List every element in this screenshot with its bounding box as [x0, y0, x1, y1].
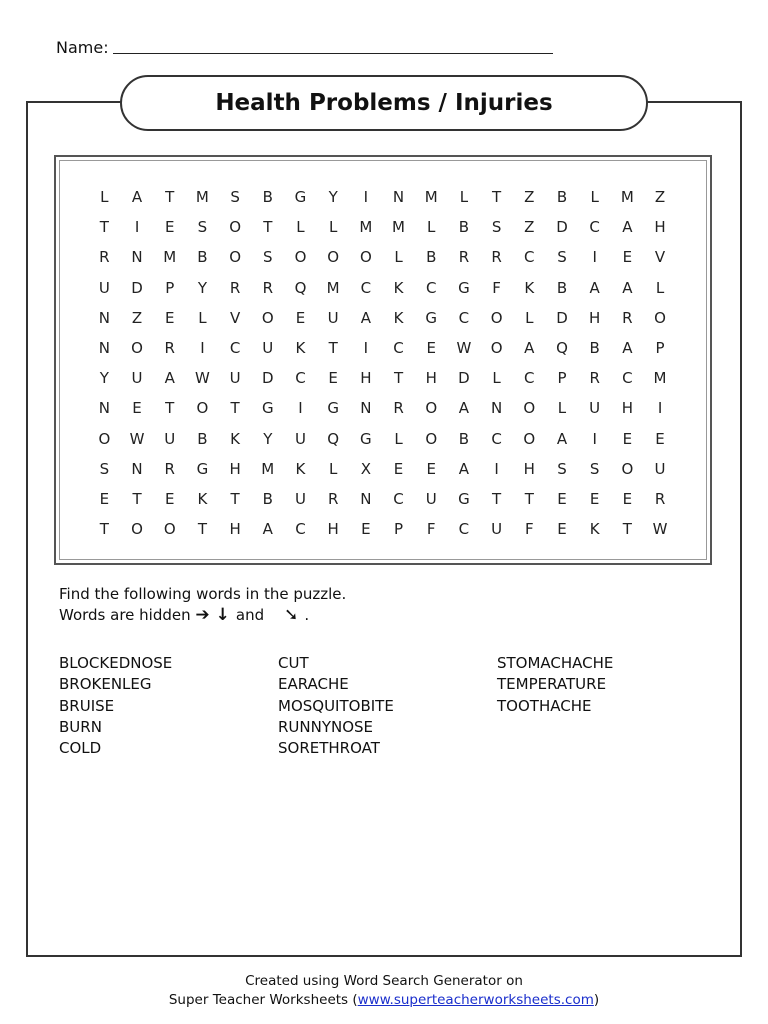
- grid-letter: S: [589, 459, 600, 478]
- grid-letter: N: [392, 188, 405, 206]
- grid-letter: S: [557, 248, 567, 267]
- grid-letter: N: [98, 338, 110, 357]
- grid-letter: E: [295, 308, 306, 327]
- grid-letter: R: [164, 459, 175, 478]
- grid-letter: H: [589, 308, 601, 327]
- grid-letter: E: [99, 489, 110, 508]
- grid-letter: B: [262, 489, 273, 508]
- grid-letter: G: [458, 278, 470, 297]
- grid-letter: K: [197, 489, 208, 508]
- grid-letter: L: [492, 369, 501, 388]
- grid-letter: O: [523, 429, 536, 448]
- grid-letter: A: [458, 399, 470, 418]
- grid-letter: E: [361, 520, 371, 539]
- grid-letter: B: [556, 278, 568, 297]
- grid-letter: G: [458, 489, 470, 508]
- name-label: Name:: [56, 38, 109, 57]
- grid-letter: S: [99, 459, 110, 478]
- grid-letter: T: [622, 520, 632, 539]
- grid-letter: N: [490, 399, 503, 418]
- grid-letter: L: [394, 248, 403, 267]
- instructions-line-2: [59, 605, 346, 626]
- grid-letter: U: [654, 459, 666, 478]
- grid-letter: R: [622, 308, 633, 327]
- grid-letter: K: [393, 308, 404, 327]
- grid-letter: O: [490, 308, 503, 327]
- grid-letter: U: [589, 399, 601, 418]
- grid-letter: G: [196, 459, 209, 478]
- grid-letter: C: [393, 489, 404, 508]
- grid-letter: O: [261, 308, 274, 327]
- grid-letter: R: [164, 338, 175, 357]
- grid-letter: T: [492, 489, 502, 508]
- grid-letter: C: [491, 429, 502, 448]
- grid-letter: M: [261, 459, 275, 478]
- grid-letter: M: [653, 369, 667, 388]
- grid-letter: M: [163, 248, 177, 267]
- grid-letter: Q: [327, 429, 340, 448]
- grid-letter: I: [592, 429, 597, 448]
- grid-letter: A: [262, 520, 273, 539]
- grid-letter: C: [295, 520, 306, 539]
- grid-letter: A: [131, 188, 143, 206]
- grid-letter: C: [622, 369, 633, 388]
- footer-suffix: ): [593, 992, 600, 1008]
- grid-letter: K: [589, 520, 600, 539]
- title-text: Health Problems / Injuries: [215, 90, 553, 116]
- grid-letter: R: [458, 248, 470, 267]
- grid-letter: C: [458, 520, 470, 539]
- grid-letter: I: [363, 338, 369, 357]
- grid-letter: A: [622, 278, 633, 297]
- grid-letter: L: [525, 308, 534, 327]
- grid-letter: P: [394, 520, 404, 539]
- footer-line-2: [0, 991, 768, 1010]
- grid-letter: H: [621, 399, 633, 418]
- grid-letter: L: [198, 308, 207, 327]
- grid-letter: E: [589, 489, 600, 508]
- grid-letter: C: [229, 338, 241, 357]
- grid-letter: A: [622, 218, 633, 237]
- grid-letter: F: [426, 520, 436, 539]
- grid-letter: R: [262, 278, 273, 297]
- instructions-hidden-text: Words are hidden: [59, 606, 191, 624]
- grid-letter: N: [360, 489, 372, 508]
- grid-letter: I: [298, 399, 303, 418]
- grid-letter: W: [456, 338, 472, 357]
- grid-letter: W: [194, 369, 210, 388]
- word-item: MOSQUITOBITE: [278, 696, 394, 715]
- grid-letter: A: [458, 459, 470, 478]
- grid-letter: E: [622, 489, 633, 508]
- grid-letter: O: [327, 248, 340, 267]
- grid-letter: G: [425, 308, 438, 327]
- grid-letter: I: [494, 459, 499, 478]
- grid-letter: Z: [654, 188, 666, 206]
- grid-letter: O: [425, 429, 438, 448]
- grid-letter: M: [359, 218, 373, 237]
- grid-letter: C: [295, 369, 306, 388]
- grid-letter: O: [425, 399, 438, 418]
- grid-letter: E: [426, 338, 436, 357]
- grid-letter: O: [131, 338, 143, 357]
- grid-letter: C: [589, 218, 600, 237]
- grid-letter: D: [556, 308, 568, 327]
- grid-letter: K: [295, 338, 306, 357]
- footer-link[interactable]: www.superteacherworksheets.com: [357, 992, 594, 1008]
- grid-letter: E: [164, 489, 175, 508]
- grid-letter: D: [262, 369, 274, 388]
- grid-letter: E: [557, 489, 567, 508]
- grid-letter: A: [524, 338, 535, 357]
- grid-letter: F: [524, 520, 534, 539]
- worksheet-title: [120, 75, 648, 131]
- grid-letter: O: [523, 399, 536, 418]
- grid-letter: E: [622, 248, 633, 267]
- grid-letter: Z: [524, 218, 535, 237]
- grid-letter: O: [98, 429, 111, 448]
- grid-letter: H: [523, 459, 535, 478]
- grid-letter: L: [296, 218, 305, 237]
- grid-letter: B: [458, 429, 470, 448]
- grid-letter: U: [131, 369, 143, 388]
- arrow-diagonal-icon: ➘: [284, 605, 299, 625]
- footer-prefix: Super Teacher Worksheets (: [168, 992, 358, 1008]
- grid-letter: Y: [263, 429, 273, 448]
- grid-letter: U: [327, 308, 339, 327]
- grid-letter: S: [197, 218, 208, 237]
- grid-letter: O: [654, 308, 666, 327]
- footer: [0, 972, 768, 1010]
- grid-letter: E: [426, 459, 436, 478]
- grid-letter: U: [229, 369, 241, 388]
- grid-letter: E: [393, 459, 404, 478]
- grid-letter: Q: [294, 278, 307, 297]
- grid-letter: G: [294, 188, 307, 206]
- grid-letter: D: [458, 369, 470, 388]
- grid-letter: O: [294, 248, 307, 267]
- word-item: TOOTHACHE: [497, 696, 592, 715]
- grid-letter: O: [359, 248, 372, 267]
- grid-letter: C: [458, 308, 470, 327]
- grid-letter: E: [164, 218, 175, 237]
- grid-letter: X: [360, 459, 371, 478]
- grid-letter: T: [165, 188, 175, 206]
- grid-letter: F: [492, 278, 501, 297]
- grid-letter: B: [426, 248, 437, 267]
- grid-letter: G: [360, 429, 372, 448]
- grid-letter: R: [491, 248, 502, 267]
- grid-letter: I: [134, 218, 140, 237]
- grid-letter: V: [654, 248, 666, 267]
- grid-letter: R: [393, 399, 404, 418]
- grid-letter: A: [556, 429, 568, 448]
- grid-letter: T: [393, 369, 404, 388]
- grid-letter: O: [621, 459, 634, 478]
- grid-letter: S: [230, 188, 240, 206]
- grid-letter: Y: [99, 369, 109, 388]
- word-column: [497, 653, 716, 759]
- grid-letter: O: [490, 338, 503, 357]
- grid-letter: N: [360, 399, 372, 418]
- grid-letter: B: [589, 338, 600, 357]
- grid-letter: O: [229, 218, 241, 237]
- grid-letter: T: [230, 489, 240, 508]
- grid-letter: U: [294, 489, 306, 508]
- word-item: BROKENLEG: [59, 675, 152, 694]
- word-item: COLD: [59, 739, 102, 758]
- word-item: BURN: [59, 717, 102, 736]
- grid-letter: I: [657, 399, 663, 418]
- grid-letter: L: [655, 278, 665, 297]
- grid-letter: U: [262, 338, 274, 357]
- grid-letter: E: [655, 429, 665, 448]
- grid-letter: A: [164, 369, 175, 388]
- grid-letter: O: [229, 248, 241, 267]
- word-item: RUNNYNOSE: [278, 717, 374, 736]
- grid-letter: T: [99, 218, 109, 237]
- arrow-down-icon: ↓: [215, 605, 230, 625]
- grid-letter: P: [655, 338, 665, 357]
- grid-letter: D: [556, 218, 568, 237]
- grid-letter: B: [458, 218, 470, 237]
- grid-letter: B: [197, 429, 208, 448]
- word-column: [278, 653, 497, 759]
- grid-letter: W: [129, 429, 145, 448]
- grid-letter: T: [197, 520, 207, 539]
- grid-letter: T: [328, 338, 338, 357]
- grid-letter: U: [164, 429, 176, 448]
- instructions-and: and: [235, 606, 265, 624]
- grid-letter: B: [262, 188, 273, 206]
- grid-letter: W: [652, 520, 668, 539]
- grid-letter: A: [589, 278, 600, 297]
- grid-letter: T: [492, 188, 502, 206]
- grid-letter: Y: [328, 188, 338, 206]
- grid-letter: M: [424, 188, 438, 206]
- word-item: SORETHROAT: [278, 739, 380, 758]
- grid-letter: G: [327, 399, 339, 418]
- grid-letter: S: [491, 218, 502, 237]
- grid-letter: C: [360, 278, 372, 297]
- grid-letter: L: [328, 459, 338, 478]
- grid-letter: R: [229, 278, 241, 297]
- instructions-line-1: Find the following words in the puzzle.: [59, 585, 347, 603]
- grid-letter: N: [131, 459, 143, 478]
- grid-letter: C: [425, 278, 437, 297]
- grid-letter: M: [326, 278, 340, 297]
- grid-letter: U: [294, 429, 306, 448]
- grid-letter: H: [229, 520, 241, 539]
- grid-letter: U: [425, 489, 437, 508]
- grid-letter: T: [524, 489, 534, 508]
- grid-letter: H: [327, 520, 339, 539]
- footer-line-1: Created using Word Search Generator on: [245, 973, 523, 989]
- grid-letter: L: [557, 399, 567, 418]
- grid-letter: C: [524, 369, 535, 388]
- grid-letter: E: [557, 520, 567, 539]
- grid-letter: K: [393, 278, 404, 297]
- grid-letter: H: [229, 459, 241, 478]
- word-item: TEMPERATURE: [497, 675, 607, 694]
- grid-letter: A: [360, 308, 371, 327]
- grid-letter: Z: [131, 308, 143, 327]
- grid-letter: U: [98, 278, 110, 297]
- word-item: STOMACHACHE: [497, 654, 614, 672]
- grid-letter: O: [131, 520, 143, 539]
- grid-letter: N: [98, 308, 110, 327]
- grid-letter: K: [230, 429, 241, 448]
- grid-letter: E: [328, 369, 338, 388]
- grid-letter: P: [557, 369, 567, 388]
- word-list: [59, 653, 716, 759]
- grid-letter: P: [165, 278, 175, 297]
- grid-letter: Z: [524, 188, 535, 206]
- grid-letter: B: [197, 248, 208, 267]
- grid-letter: D: [131, 278, 143, 297]
- grid-letter: T: [263, 218, 273, 237]
- grid-letter: C: [524, 248, 535, 267]
- grid-letter: E: [622, 429, 633, 448]
- grid-letter: O: [196, 399, 209, 418]
- letter-grid: [88, 182, 676, 544]
- grid-letter: A: [622, 338, 633, 357]
- name-field-row: [56, 38, 553, 57]
- grid-letter: T: [132, 489, 142, 508]
- grid-letter: T: [165, 399, 175, 418]
- grid-letter: T: [230, 399, 240, 418]
- grid-letter: I: [363, 188, 369, 206]
- grid-letter: R: [589, 369, 600, 388]
- grid-letter: L: [590, 188, 599, 206]
- instructions-period: .: [304, 606, 310, 624]
- grid-letter: M: [620, 188, 634, 206]
- grid-letter: U: [491, 520, 503, 539]
- grid-letter: V: [229, 308, 241, 327]
- arrow-right-icon: ➔: [195, 605, 210, 625]
- grid-letter: Y: [197, 278, 207, 297]
- grid-letter: M: [195, 188, 209, 206]
- grid-letter: C: [393, 338, 404, 357]
- grid-letter: G: [261, 399, 274, 418]
- grid-letter: R: [99, 248, 110, 267]
- grid-letter: L: [394, 429, 403, 448]
- grid-letter: B: [556, 188, 568, 206]
- grid-letter: H: [425, 369, 437, 388]
- grid-letter: Q: [556, 338, 568, 357]
- grid-letter: E: [132, 399, 142, 418]
- grid-letter: K: [524, 278, 535, 297]
- grid-letter: S: [557, 459, 567, 478]
- grid-letter: R: [327, 489, 339, 508]
- grid-letter: N: [98, 399, 110, 418]
- grid-letter: N: [131, 248, 143, 267]
- grid-letter: S: [263, 248, 273, 267]
- instructions: [59, 584, 346, 626]
- grid-letter: M: [392, 218, 405, 237]
- grid-letter: L: [459, 188, 469, 206]
- grid-letter: I: [200, 338, 205, 357]
- grid-letter: O: [163, 520, 176, 539]
- word-item: CUT: [278, 654, 309, 672]
- grid-letter: E: [164, 308, 175, 327]
- grid-letter: T: [99, 520, 109, 539]
- grid-letter: L: [328, 218, 338, 237]
- grid-letter: I: [592, 248, 597, 267]
- grid-letter: H: [654, 218, 666, 237]
- word-column: [59, 653, 278, 759]
- name-blank-line[interactable]: [113, 53, 553, 54]
- grid-letter: R: [654, 489, 666, 508]
- word-item: BLOCKEDNOSE: [59, 654, 173, 672]
- grid-letter: L: [100, 188, 109, 206]
- grid-letter: H: [360, 369, 372, 388]
- grid-letter: L: [427, 218, 436, 237]
- word-item: BRUISE: [59, 696, 115, 715]
- grid-letter: K: [295, 459, 306, 478]
- word-item: EARACHE: [278, 675, 349, 694]
